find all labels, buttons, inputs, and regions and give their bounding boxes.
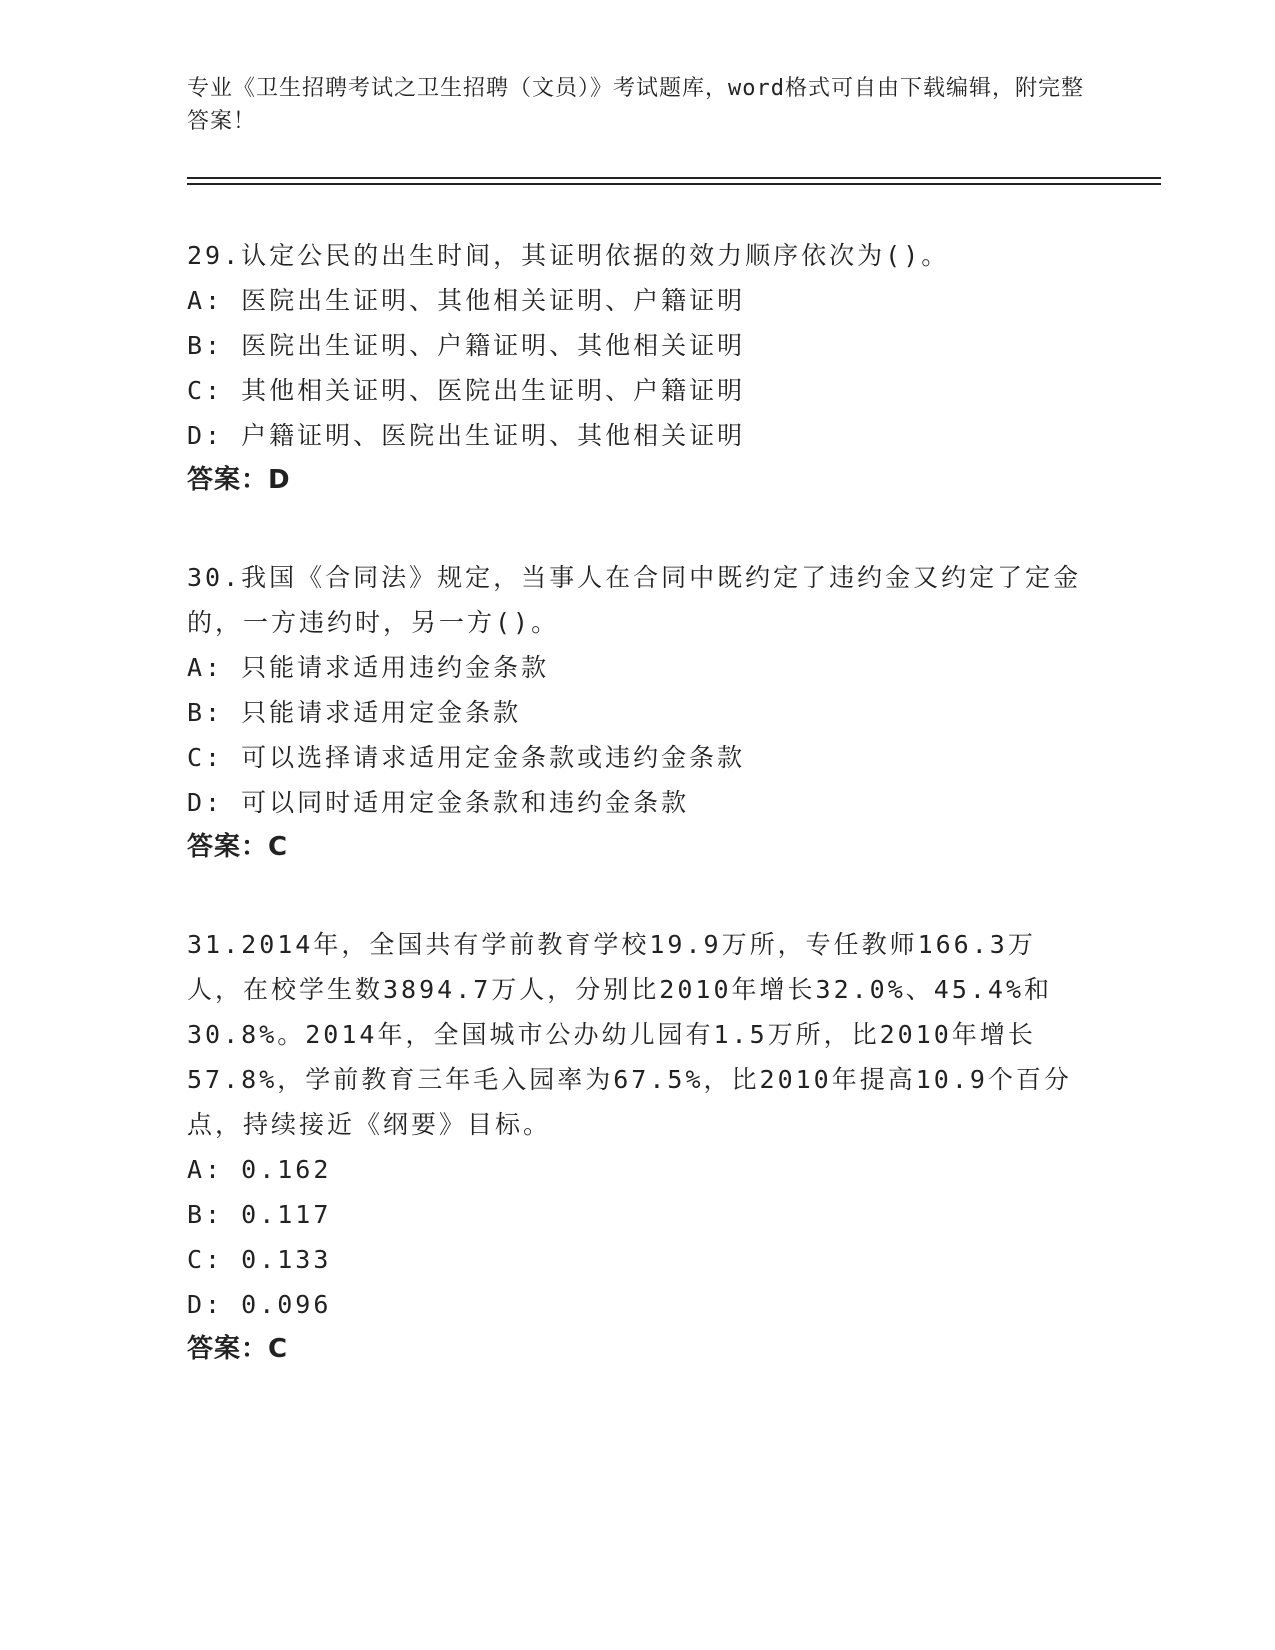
option-b: B: 0.117: [187, 1200, 332, 1229]
header-divider-top: [187, 177, 1161, 179]
option-a: A: 0.162: [187, 1155, 332, 1184]
header-divider-bottom: [187, 183, 1161, 185]
document-header: 专业《卫生招聘考试之卫生招聘（文员）》考试题库，word格式可自由下载编辑，附完整答案！: [187, 76, 1084, 134]
option-b: B: 只能请求适用定金条款: [187, 698, 522, 727]
option-a: A: 医院出生证明、其他相关证明、户籍证明: [187, 286, 746, 315]
question-30: [187, 555, 1087, 870]
option-d: D: 可以同时适用定金条款和违约金条款: [187, 788, 690, 817]
question-31: [187, 922, 1087, 1372]
option-a: A: 只能请求适用违约金条款: [187, 653, 550, 682]
option-c: C: 其他相关证明、医院出生证明、户籍证明: [187, 376, 746, 405]
answer: 答案：C: [187, 832, 289, 862]
option-d: D: 户籍证明、医院出生证明、其他相关证明: [187, 421, 746, 450]
question-29: [187, 233, 1087, 503]
question-stem: 31.2014年，全国共有学前教育学校19.9万所，专任教师166.3万人，在校学生数3894.7万人，分别比2010年增长32.0%、45.4%和30.8%。2014年，全国城市公办幼儿园有1.5万所，比2010年增长57.8%，学前教育三年毛入园率为67.5%，比2010年提高10.9个百分点，持续接近《纲要》目标。: [187, 930, 1072, 1139]
answer: 答案：D: [187, 465, 291, 495]
option-d: D: 0.096: [187, 1290, 332, 1319]
answer: 答案：C: [187, 1334, 289, 1364]
option-b: B: 医院出生证明、户籍证明、其他相关证明: [187, 331, 746, 360]
option-c: C: 可以选择请求适用定金条款或违约金条款: [187, 743, 746, 772]
question-stem: 30.我国《合同法》规定，当事人在合同中既约定了违约金又约定了定金的，一方违约时，另一方()。: [187, 563, 1082, 637]
option-c: C: 0.133: [187, 1245, 332, 1274]
question-stem: 29.认定公民的出生时间，其证明依据的效力顺序依次为()。: [187, 241, 950, 270]
